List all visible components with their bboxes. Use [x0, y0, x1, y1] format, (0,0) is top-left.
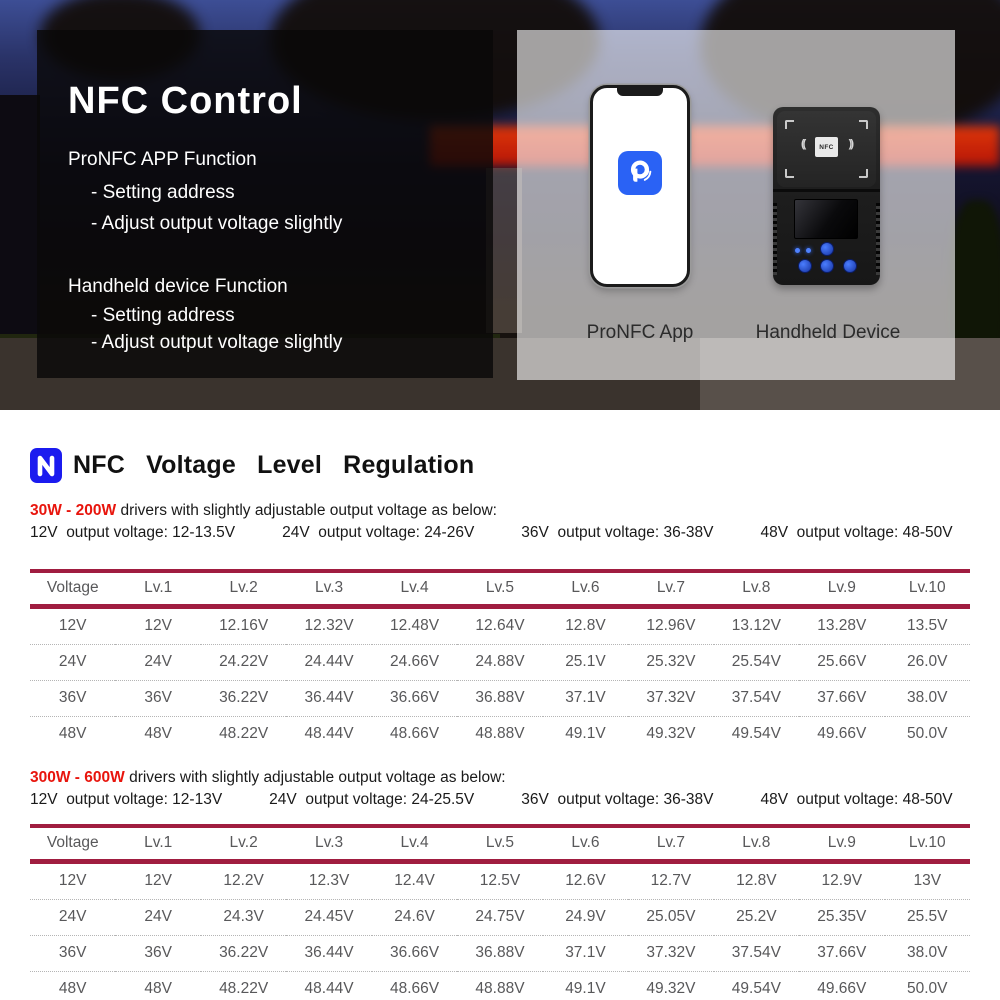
table-cell: 48V [30, 717, 115, 753]
table-cell: 49.32V [628, 972, 713, 1000]
table-cell: 25.5V [885, 900, 970, 936]
table-cell: 12V [58, 872, 87, 889]
phone-label: ProNFC App [586, 322, 694, 343]
table-cell: 37.66V [799, 681, 884, 717]
table-cell: 48V [115, 717, 200, 753]
table-row [30, 717, 970, 753]
table-cell: 37.54V [714, 936, 799, 972]
table-cell: 12.6V [565, 872, 606, 889]
table-header-row [30, 826, 970, 862]
nfc-logo-icon [30, 448, 62, 483]
column-header: Lv.3 [286, 826, 371, 862]
table-cell: 24.9V [543, 900, 628, 936]
table-cell: 25.35V [799, 900, 884, 936]
voltage-specs-30w-200w [30, 524, 970, 542]
table-cell: 13.12V [731, 617, 781, 634]
table-cell: 25.66V [799, 645, 884, 681]
table-cell: 48.44V [286, 972, 371, 1000]
device-function-heading: Handheld device Function [68, 276, 288, 297]
table-cell: 36.66V [372, 936, 457, 972]
column-header: Lv.10 [885, 571, 970, 607]
device-side-ribs [876, 203, 880, 275]
table-cell: 12.8V [565, 617, 606, 634]
table-cell: 36V [115, 936, 200, 972]
table-intro-300w-600w [30, 769, 970, 787]
table-cell: 24V [30, 645, 115, 681]
handheld-label: Handheld Device [755, 322, 901, 343]
table-row [30, 900, 970, 936]
column-header: Lv.1 [115, 826, 200, 862]
column-header: Lv.9 [799, 826, 884, 862]
table-cell: 48.66V [372, 717, 457, 753]
table-cell: 12.5V [479, 872, 521, 889]
table-cell: 49.32V [628, 717, 713, 753]
table-cell: 12.32V [304, 617, 354, 634]
table-cell: 24.66V [372, 645, 457, 681]
table-row [30, 681, 970, 717]
voltage-spec: 48V output voltage: 48-50V [760, 524, 953, 541]
table-cell: 24.22V [201, 645, 286, 681]
voltage-spec: 12V output voltage: 12-13.5V [30, 524, 236, 541]
hero-devices-panel [517, 30, 955, 380]
table-cell: 12V [144, 872, 172, 889]
table-cell: 25.05V [628, 900, 713, 936]
table-cell: 12.48V [389, 617, 440, 634]
column-header: Lv.3 [286, 571, 371, 607]
corner-bracket-icon [859, 169, 868, 178]
table-cell: 50.0V [885, 972, 970, 1000]
column-header: Lv.4 [372, 826, 457, 862]
column-header: Lv.8 [714, 571, 799, 607]
handheld-device [773, 107, 880, 285]
table-row [30, 936, 970, 972]
voltage-specs-300w-600w [30, 791, 970, 809]
column-header: Voltage [30, 571, 115, 607]
table-cell: 24.88V [457, 645, 542, 681]
corner-bracket-icon [859, 120, 868, 129]
column-header: Lv.8 [714, 826, 799, 862]
table-cell: 38.0V [885, 936, 970, 972]
table-cell: 37.54V [714, 681, 799, 717]
pronfc-app-icon [618, 151, 662, 195]
table-cell: 36.88V [457, 936, 542, 972]
table-cell: 24.6V [372, 900, 457, 936]
table-cell: 36.22V [201, 681, 286, 717]
table-cell: 12.7V [650, 872, 692, 889]
voltage-spec: 24V output voltage: 24-26V [282, 524, 475, 541]
house-wall [0, 95, 40, 340]
table-cell: 37.66V [799, 936, 884, 972]
corner-bracket-icon [785, 120, 794, 129]
hero-banner [0, 0, 1000, 410]
table-cell: 25.2V [714, 900, 799, 936]
voltage-spec: 12V output voltage: 12-13V [30, 791, 223, 808]
table-cell: 36.88V [457, 681, 542, 717]
table-cell: 25.1V [543, 645, 628, 681]
table-cell: 38.0V [885, 681, 970, 717]
table-cell: 12.8V [736, 872, 777, 889]
device-function-item: - Setting address [91, 305, 235, 326]
table-row [30, 607, 970, 645]
status-led [806, 248, 811, 253]
voltage-spec: 36V output voltage: 36-38V [521, 524, 714, 541]
column-header: Lv.10 [885, 826, 970, 862]
table-cell: 12.64V [475, 617, 525, 634]
nfc-chip-label: NFC [815, 137, 838, 157]
table-cell: 36V [30, 936, 115, 972]
table-cell: 37.32V [628, 681, 713, 717]
table-intro-30w-200w [30, 502, 970, 520]
table-cell: 24.75V [457, 900, 542, 936]
table-cell: 36.66V [372, 681, 457, 717]
nfc-wave-icon: )) [848, 138, 852, 150]
table-cell: 36V [30, 681, 115, 717]
column-header: Lv.4 [372, 571, 457, 607]
hero-text-panel [37, 30, 493, 378]
table-row [30, 645, 970, 681]
device-function-item: - Adjust output voltage slightly [91, 332, 343, 353]
table-cell: 49.66V [799, 717, 884, 753]
device-screen [794, 199, 858, 239]
table-cell: 13.5V [907, 617, 948, 634]
voltage-spec: 48V output voltage: 48-50V [760, 791, 953, 808]
table-cell: 48V [30, 972, 115, 1000]
table-cell: 48V [115, 972, 200, 1000]
hero-title: NFC Control [68, 80, 303, 122]
table-cell: 48.66V [372, 972, 457, 1000]
table-cell: 12.3V [308, 872, 350, 889]
column-header: Lv.5 [457, 826, 542, 862]
table-cell: 36.22V [201, 936, 286, 972]
table-cell: 13.28V [817, 617, 867, 634]
app-function-heading: ProNFC APP Function [68, 149, 257, 170]
column-header: Lv.9 [799, 571, 884, 607]
device-function-group [68, 276, 493, 354]
voltage-regulation-section [0, 410, 1000, 1000]
table-cell: 12.9V [821, 872, 863, 889]
power-range-highlight: 300W - 600W [30, 769, 125, 786]
voltage-table-300w-600w [30, 824, 970, 1000]
table-cell: 49.54V [714, 972, 799, 1000]
device-button [820, 259, 834, 273]
table-cell: 49.1V [543, 717, 628, 753]
table-cell: 13V [913, 872, 942, 889]
device-button [843, 259, 857, 273]
device-button [820, 242, 834, 256]
table-cell: 12.96V [646, 617, 696, 634]
table-cell: 36.44V [286, 681, 371, 717]
table-cell: 25.54V [714, 645, 799, 681]
table-cell: 12.2V [223, 872, 264, 889]
table-cell: 36V [115, 681, 200, 717]
table-cell: 50.0V [885, 717, 970, 753]
table-row [30, 862, 970, 900]
nfc-read-area [777, 111, 876, 187]
app-function-item: - Setting address [91, 182, 235, 203]
column-header: Lv.1 [115, 571, 200, 607]
voltage-spec: 36V output voltage: 36-38V [521, 791, 714, 808]
intro-text: drivers with slightly adjustable output voltage as below: [124, 769, 506, 786]
table-cell: 12V [144, 617, 172, 634]
voltage-spec: 24V output voltage: 24-25.5V [269, 791, 475, 808]
corner-bracket-icon [785, 169, 794, 178]
device-side-ribs [773, 203, 777, 275]
app-function-group [68, 149, 493, 235]
table-cell: 48.88V [457, 972, 542, 1000]
column-header: Lv.6 [543, 571, 628, 607]
section-heading [30, 448, 970, 483]
table-cell: 26.0V [885, 645, 970, 681]
table-cell: 49.54V [714, 717, 799, 753]
table-cell: 37.1V [543, 681, 628, 717]
table-cell: 24.3V [201, 900, 286, 936]
column-header: Lv.7 [628, 571, 713, 607]
table-cell: 49.1V [543, 972, 628, 1000]
voltage-table-30w-200w [30, 569, 970, 752]
device-button [798, 259, 812, 273]
column-header: Voltage [30, 826, 115, 862]
column-header: Lv.6 [543, 826, 628, 862]
column-header: Lv.7 [628, 826, 713, 862]
table-cell: 24V [115, 645, 200, 681]
section-title: NFC Voltage Level Regulation [73, 451, 475, 479]
column-header: Lv.2 [201, 571, 286, 607]
table-header-row [30, 571, 970, 607]
table-row [30, 972, 970, 1000]
table-cell: 12V [58, 617, 87, 634]
table-cell: 24.44V [286, 645, 371, 681]
column-header: Lv.2 [201, 826, 286, 862]
column-header: Lv.5 [457, 571, 542, 607]
device-seam [773, 189, 880, 192]
intro-text: drivers with slightly adjustable output voltage as below: [116, 502, 497, 519]
table-cell: 12.16V [219, 617, 269, 634]
table-cell: 48.44V [286, 717, 371, 753]
table-cell: 48.22V [201, 717, 286, 753]
table-cell: 36.44V [286, 936, 371, 972]
table-cell: 37.32V [628, 936, 713, 972]
phone-notch [617, 87, 663, 96]
table-cell: 48.88V [457, 717, 542, 753]
table-cell: 24V [115, 900, 200, 936]
nfc-wave-icon: (( [801, 138, 805, 150]
status-led [795, 248, 800, 253]
app-function-item: - Adjust output voltage slightly [91, 213, 343, 234]
phone-mockup [590, 85, 690, 287]
table-cell: 12.4V [394, 872, 435, 889]
power-range-highlight: 30W - 200W [30, 502, 117, 519]
table-cell: 24.45V [286, 900, 371, 936]
table-cell: 49.66V [799, 972, 884, 1000]
table-cell: 48.22V [201, 972, 286, 1000]
table-cell: 24V [30, 900, 115, 936]
table-cell: 25.32V [628, 645, 713, 681]
table-cell: 37.1V [543, 936, 628, 972]
